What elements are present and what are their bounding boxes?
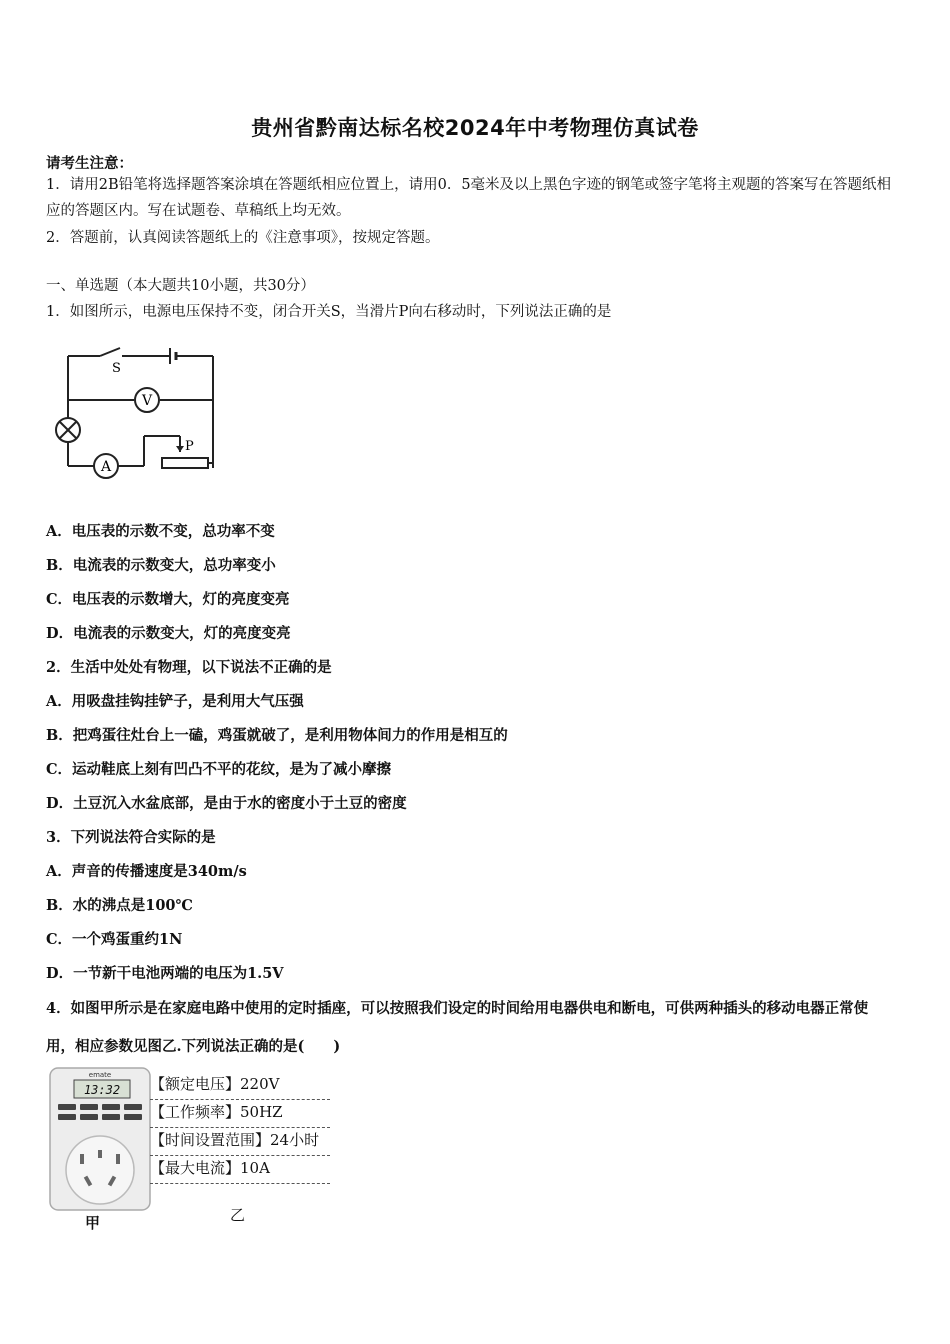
spec-frequency: 【工作频率】50HZ [150, 1100, 330, 1128]
lamp-icon [56, 418, 80, 442]
q3-option-a: A．声音的传播速度是340m/s [46, 863, 247, 880]
q2-option-c: C．运动鞋底上刻有凹凸不平的花纹，是为了减小摩擦 [46, 761, 392, 778]
page-title: 贵州省黔南达标名校2024年中考物理仿真试卷 [251, 116, 699, 140]
device-display: 13:32 [83, 1083, 121, 1097]
caption-jia: 甲 [85, 1214, 101, 1232]
voltmeter-icon [135, 388, 159, 412]
slider-label: P [185, 439, 194, 454]
notice-item-1: 1．请用2B铅笔将选择题答案涂填在答题纸相应位置上，请用0．5毫米及以上黑色字迹的钢笔或签字笔将主观题的答案写在答题纸相应的答题区内。写在试题卷、草稿纸上均无效。 [46, 177, 892, 219]
switch-label: S [112, 361, 121, 376]
q2-stem: 2．生活中处处有物理，以下说法不正确的是 [46, 659, 332, 676]
q1-stem: 1．如图所示，电源电压保持不变，闭合开关S，当滑片P向右移动时，下列说法正确的是 [46, 304, 612, 320]
notice-heading: 请考生注意： [46, 155, 133, 172]
slider-arrow-icon [176, 446, 184, 452]
q1-option-b: B．电流表的示数变大，总功率变小 [46, 557, 276, 574]
q3-option-d: D．一节新干电池两端的电压为1.5V [46, 965, 284, 982]
q1-option-a: A．电压表的示数不变，总功率不变 [46, 523, 275, 540]
section-heading: 一、单选题（本大题共10小题，共30分） [46, 278, 315, 294]
caption-yi: 乙 [230, 1206, 246, 1224]
notice-item-2: 2．答题前，认真阅读答题纸上的《注意事项》，按规定答题。 [46, 230, 440, 246]
q4-stem: 4．如图甲所示是在家庭电路中使用的定时插座，可以按照我们设定的时间给用电器供电和断电，可供两种插头的移动电器正常使用，相应参数见图乙.下列说法正确的是( ) [46, 1000, 869, 1055]
q2-option-a: A．用吸盘挂钩挂铲子，是利用大气压强 [46, 693, 304, 710]
q1-option-c: C．电压表的示数增大，灯的亮度变亮 [46, 591, 290, 608]
voltmeter-label: V [141, 393, 153, 409]
ammeter-label: A [100, 459, 112, 475]
spec-rated-voltage: 【额定电压】220V [150, 1072, 330, 1100]
outlet-icon [66, 1136, 134, 1204]
spec-list [150, 1072, 330, 1184]
q3-stem: 3．下列说法符合实际的是 [46, 829, 216, 846]
q2-option-b: B．把鸡蛋往灶台上一磕，鸡蛋就破了，是利用物体间力的作用是相互的 [46, 727, 508, 744]
q3-option-b: B．水的沸点是100℃ [46, 897, 193, 914]
circuit-diagram [48, 338, 228, 488]
q1-option-d: D．电流表的示数变大，灯的亮度变亮 [46, 625, 291, 642]
ammeter-icon [94, 454, 118, 478]
q3-option-c: C．一个鸡蛋重约1N [46, 931, 183, 948]
spec-max-current: 【最大电流】10A [150, 1156, 330, 1184]
spec-time-range: 【时间设置范围】24小时 [150, 1128, 330, 1156]
device-brand: emate [88, 1071, 112, 1079]
timer-socket-image [48, 1066, 152, 1212]
q2-option-d: D．土豆沉入水盆底部，是由于水的密度小于土豆的密度 [46, 795, 407, 812]
